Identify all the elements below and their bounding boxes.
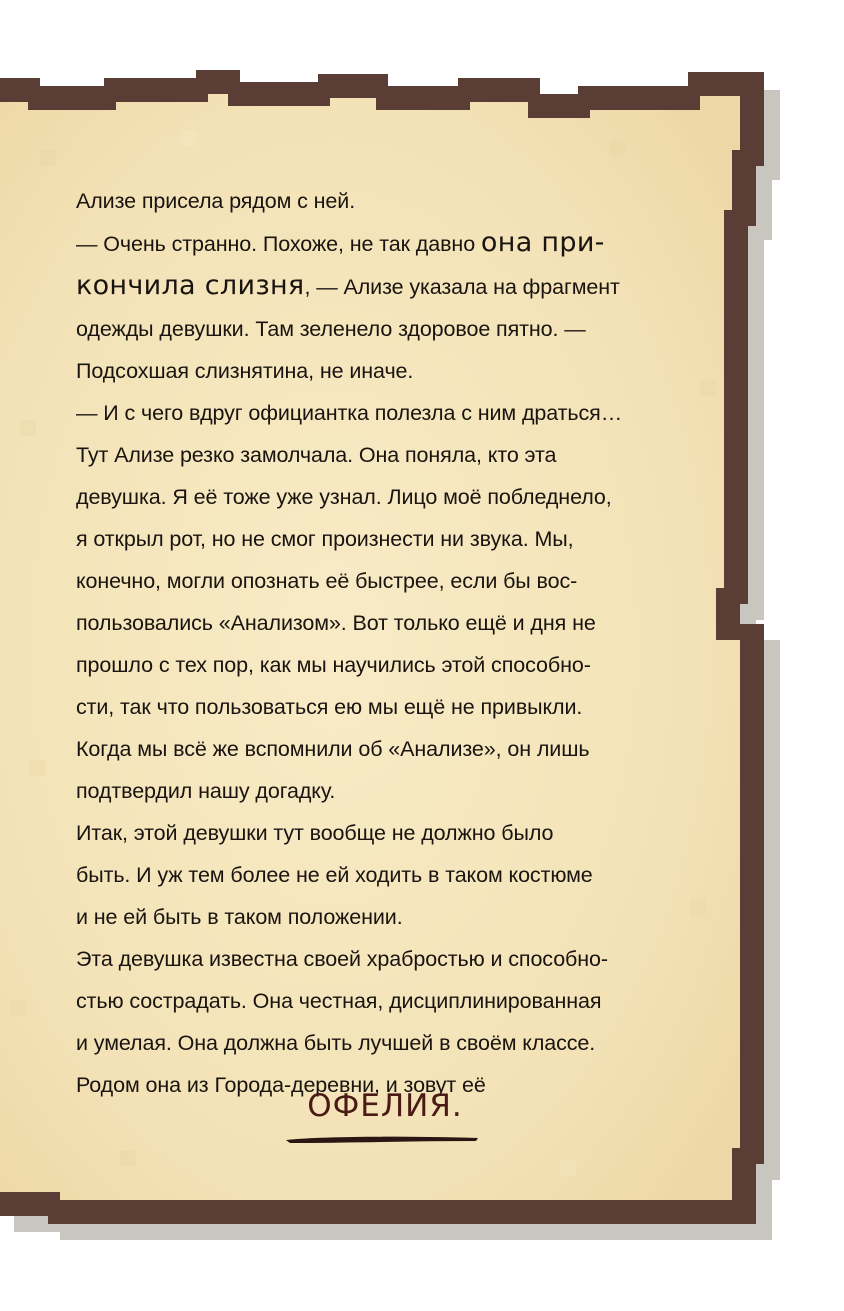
- text-segment: сти, так что пользоваться ею мы ещё не привыкли.: [76, 695, 583, 719]
- text-line: [76, 392, 676, 434]
- text-segment: быть. И уж тем более не ей ходить в таком костюме: [76, 863, 593, 887]
- text-segment: и умелая. Она должна быть лучшей в своём классе.: [76, 1031, 596, 1055]
- text-line: [76, 686, 676, 728]
- text-line: [76, 476, 676, 518]
- text-line: [76, 560, 676, 602]
- text-line: [76, 896, 676, 938]
- text-segment: девушка. Я её тоже уже узнал. Лицо моё побледнело,: [76, 485, 612, 509]
- text-line: [76, 770, 676, 812]
- text-line: [76, 812, 676, 854]
- character-name-title: ОФЕЛИЯ.: [307, 1088, 463, 1124]
- text-segment: Подсохшая слизнятина, не иначе.: [76, 359, 414, 383]
- text-segment: пользовались «Анализом». Вот только ещё и дня не: [76, 611, 596, 635]
- text-line: [76, 518, 676, 560]
- text-segment: Итак, этой девушки тут вообще не должно было: [76, 821, 554, 845]
- name-brush-underline: [282, 1132, 482, 1146]
- text-segment: я открыл рот, но не смог произнести ни звука. Мы,: [76, 527, 574, 551]
- text-line: [76, 728, 676, 770]
- text-segment: Родом она из Города-деревни, и зовут её: [76, 1073, 486, 1097]
- text-line: [76, 938, 676, 980]
- story-text: [76, 180, 676, 1106]
- text-line: [76, 265, 676, 308]
- text-segment: конечно, могли опознать её быстрее, если бы вос-: [76, 569, 578, 593]
- text-segment: Когда мы всё же вспомнили об «Анализе», он лишь: [76, 737, 590, 761]
- text-segment: Ализе присела рядом с ней.: [76, 189, 356, 213]
- text-segment: Эта девушка известна своей храбростью и способно-: [76, 947, 608, 971]
- text-line: [76, 854, 676, 896]
- text-line: [76, 180, 676, 222]
- text-line: [76, 350, 676, 392]
- text-segment: и не ей быть в таком положении.: [76, 905, 403, 929]
- text-line: [76, 222, 676, 265]
- text-segment: — И с чего вдруг официантка полезла с ним драться…: [76, 401, 623, 425]
- text-segment: одежды девушки. Там зеленело здоровое пятно. —: [76, 317, 586, 341]
- text-segment: Тут Ализе резко замолчала. Она поняла, кто эта: [76, 443, 557, 467]
- text-segment: — Очень странно. Похоже, не так давно: [76, 232, 481, 256]
- emphasized-text: она при-: [480, 227, 605, 258]
- text-line: [76, 980, 676, 1022]
- text-segment: стью сострадать. Она честная, дисциплинированная: [76, 989, 602, 1013]
- text-line: [76, 434, 676, 476]
- text-segment: , — Ализе указала на фрагмент: [304, 275, 620, 299]
- text-line: [76, 1022, 676, 1064]
- text-line: [76, 644, 676, 686]
- text-line: [76, 308, 676, 350]
- text-segment: подтвердил нашу догадку.: [76, 779, 336, 803]
- text-segment: прошло с тех пор, как мы научились этой способно-: [76, 653, 591, 677]
- text-line: [76, 602, 676, 644]
- emphasized-text: кончила слизня: [76, 270, 305, 301]
